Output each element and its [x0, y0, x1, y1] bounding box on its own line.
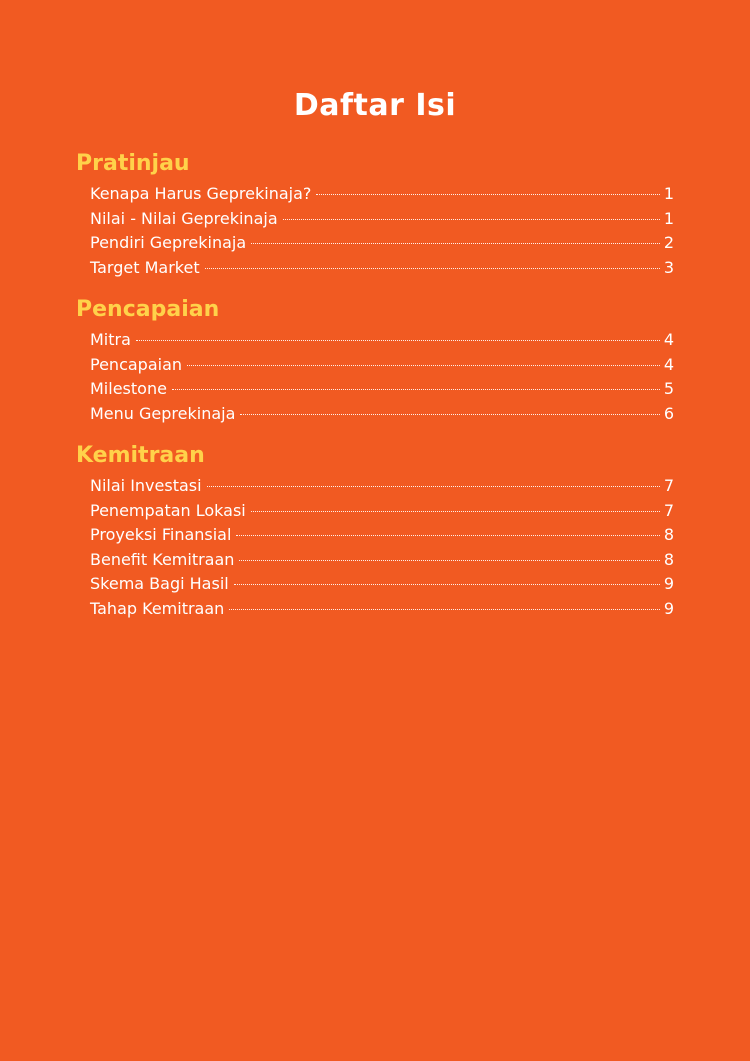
- toc-entry[interactable]: [90, 523, 674, 548]
- toc-entry-label: Pendiri Geprekinaja: [90, 233, 247, 252]
- toc-entry[interactable]: [90, 182, 674, 207]
- toc-entry-label: Target Market: [90, 257, 200, 277]
- toc-entry-page: 7: [663, 500, 674, 520]
- dot-leader: [207, 486, 660, 487]
- dot-leader: [172, 389, 660, 390]
- toc-entry[interactable]: [90, 402, 674, 427]
- section-heading: Kemitraan: [76, 443, 205, 468]
- toc-entry[interactable]: [90, 377, 674, 402]
- toc-entry-page: 8: [663, 549, 674, 569]
- page-title: Daftar Isi: [293, 88, 457, 123]
- toc-entry[interactable]: [90, 328, 674, 353]
- toc-entry-page: 4: [663, 354, 674, 374]
- dot-leader: [229, 609, 660, 610]
- toc-section-pencapaian: [76, 296, 674, 426]
- toc-entry-label: Skema Bagi Hasil: [90, 574, 229, 593]
- toc-entry[interactable]: [90, 597, 674, 622]
- toc-entry-label: Milestone: [90, 379, 167, 398]
- toc-entry[interactable]: [90, 548, 674, 573]
- toc-entry-page: 5: [663, 379, 674, 398]
- toc-entry[interactable]: [90, 207, 674, 232]
- dot-leader: [187, 365, 660, 366]
- dot-leader: [239, 560, 659, 561]
- dot-leader: [205, 268, 660, 269]
- toc-section-kemitraan: [76, 442, 674, 621]
- toc-entry-page: 4: [663, 330, 674, 349]
- dot-leader: [240, 414, 659, 415]
- table-of-contents: [76, 150, 674, 637]
- dot-leader: [251, 243, 660, 244]
- toc-entry-page: 9: [663, 574, 674, 593]
- toc-entry-label: Nilai - Nilai Geprekinaja: [90, 208, 278, 228]
- dot-leader: [236, 535, 659, 536]
- dot-leader: [234, 584, 660, 585]
- toc-entry-page: 6: [663, 403, 674, 423]
- toc-entry-label: Pencapaian: [90, 354, 183, 374]
- toc-entry-label: Benefit Kemitraan: [90, 549, 235, 569]
- toc-entry-label: Proyeksi Finansial: [90, 525, 232, 544]
- toc-entry-page: 7: [663, 476, 674, 495]
- section-heading: Pratinjau: [76, 151, 190, 176]
- toc-entry-label: Penempatan Lokasi: [90, 500, 246, 520]
- toc-entry-page: 3: [663, 257, 674, 277]
- toc-entry-label: Kenapa Harus Geprekinaja?: [90, 184, 312, 203]
- toc-entry-page: 8: [663, 525, 674, 544]
- toc-entry[interactable]: [90, 572, 674, 597]
- toc-entry-label: Tahap Kemitraan: [90, 598, 225, 618]
- toc-entry-page: 1: [663, 208, 674, 228]
- toc-entry[interactable]: [90, 353, 674, 378]
- toc-entry-page: 9: [663, 598, 674, 618]
- dot-leader: [136, 340, 660, 341]
- toc-section-pratinjau: [76, 150, 674, 280]
- toc-entry-page: 2: [663, 233, 674, 252]
- toc-entry-label: Menu Geprekinaja: [90, 403, 236, 423]
- section-heading: Pencapaian: [76, 297, 220, 322]
- toc-entry[interactable]: [90, 474, 674, 499]
- dot-leader: [251, 511, 660, 512]
- toc-entry[interactable]: [90, 231, 674, 256]
- toc-entry-page: 1: [663, 184, 674, 203]
- toc-entry[interactable]: [90, 256, 674, 281]
- toc-entry-label: Mitra: [90, 330, 131, 349]
- toc-entry-label: Nilai Investasi: [90, 476, 202, 495]
- dot-leader: [283, 219, 660, 220]
- toc-entry[interactable]: [90, 499, 674, 524]
- dot-leader: [316, 194, 659, 195]
